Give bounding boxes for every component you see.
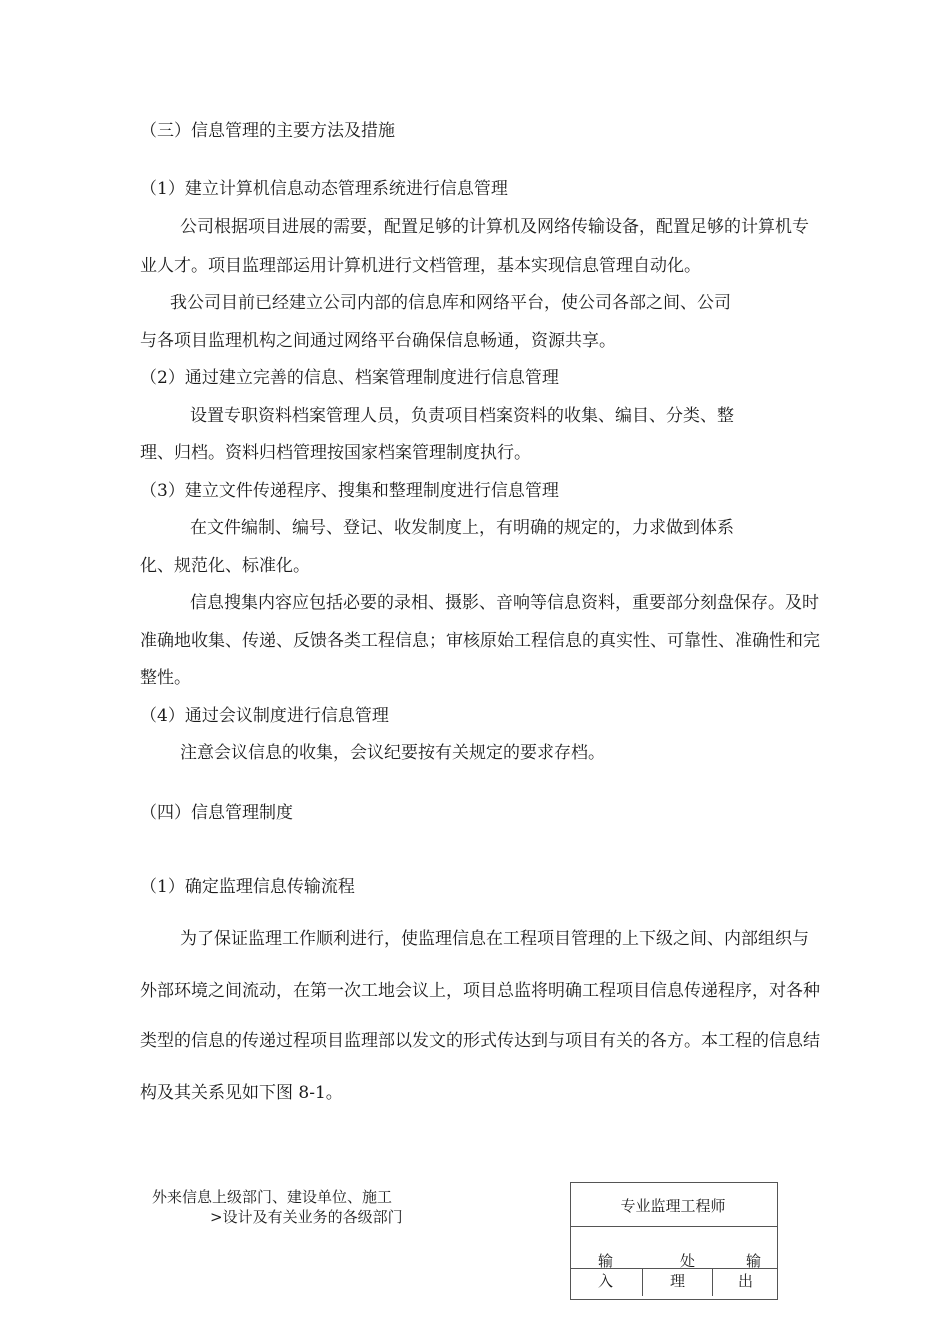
paragraph-line: 信息搜集内容应包括必要的录相、摄影、音响等信息资料，重要部分刻盘保存。及时 bbox=[190, 593, 819, 613]
process-label: 处 bbox=[680, 1252, 696, 1270]
process-label: 理 bbox=[670, 1272, 686, 1290]
paragraph-line: 构及其关系见如下图 8-1。 bbox=[140, 1083, 343, 1103]
external-info-label: >设计及有关业务的各级部门 bbox=[210, 1208, 403, 1226]
section-3-heading: （三）信息管理的主要方法及措施 bbox=[140, 121, 395, 141]
input-label: 入 bbox=[598, 1272, 614, 1290]
item-3-heading: （3）建立文件传递程序、搜集和整理制度进行信息管理 bbox=[140, 481, 559, 501]
paragraph-line: 业人才。项目监理部运用计算机进行文档管理，基本实现信息管理自动化。 bbox=[140, 256, 701, 276]
section-4-heading: （四）信息管理制度 bbox=[140, 803, 293, 823]
paragraph-line: 整性。 bbox=[140, 668, 191, 688]
divider bbox=[712, 1268, 713, 1296]
item-1-heading: （1）确定监理信息传输流程 bbox=[140, 877, 355, 897]
paragraph-line: 准确地收集、传递、反馈各类工程信息；审核原始工程信息的真实性、可靠性、准确性和完 bbox=[140, 631, 820, 651]
engineer-box-title: 专业监理工程师 bbox=[620, 1197, 726, 1215]
external-info-label: 外来信息上级部门、建设单位、施工 bbox=[152, 1188, 393, 1206]
paragraph-line: 公司根据项目进展的需要，配置足够的计算机及网络传输设备，配置足够的计算机专 bbox=[180, 217, 809, 237]
paragraph-line: 化、规范化、标准化。 bbox=[140, 556, 310, 576]
paragraph-line: 外部环境之间流动，在第一次工地会议上，项目总监将明确工程项目信息传递程序，对各种 bbox=[140, 981, 820, 1001]
paragraph-line: 理、归档。资料归档管理按国家档案管理制度执行。 bbox=[140, 443, 531, 463]
input-label: 输 bbox=[598, 1252, 614, 1270]
paragraph-line: 注意会议信息的收集，会议纪要按有关规定的要求存档。 bbox=[180, 743, 605, 763]
item-2-heading: （2）通过建立完善的信息、档案管理制度进行信息管理 bbox=[140, 368, 559, 388]
paragraph-line: 在文件编制、编号、登记、收发制度上，有明确的规定的，力求做到体系 bbox=[190, 518, 734, 538]
divider bbox=[570, 1226, 777, 1227]
paragraph-line: 为了保证监理工作顺利进行，使监理信息在工程项目管理的上下级之间、内部组织与 bbox=[180, 929, 809, 949]
paragraph-line: 类型的信息的传递过程项目监理部以发文的形式传达到与项目有关的各方。本工程的信息结 bbox=[140, 1031, 820, 1051]
divider bbox=[642, 1268, 643, 1296]
output-label: 输 bbox=[746, 1252, 762, 1270]
paragraph-line: 设置专职资料档案管理人员，负责项目档案资料的收集、编目、分类、整 bbox=[190, 406, 734, 426]
output-label: 出 bbox=[738, 1272, 754, 1290]
paragraph-line: 与各项目监理机构之间通过网络平台确保信息畅通，资源共享。 bbox=[140, 331, 616, 351]
item-1-heading: （1）建立计算机信息动态管理系统进行信息管理 bbox=[140, 179, 508, 199]
paragraph-line: 我公司目前已经建立公司内部的信息库和网络平台，使公司各部之间、公司 bbox=[170, 293, 731, 313]
item-4-heading: （4）通过会议制度进行信息管理 bbox=[140, 706, 389, 726]
